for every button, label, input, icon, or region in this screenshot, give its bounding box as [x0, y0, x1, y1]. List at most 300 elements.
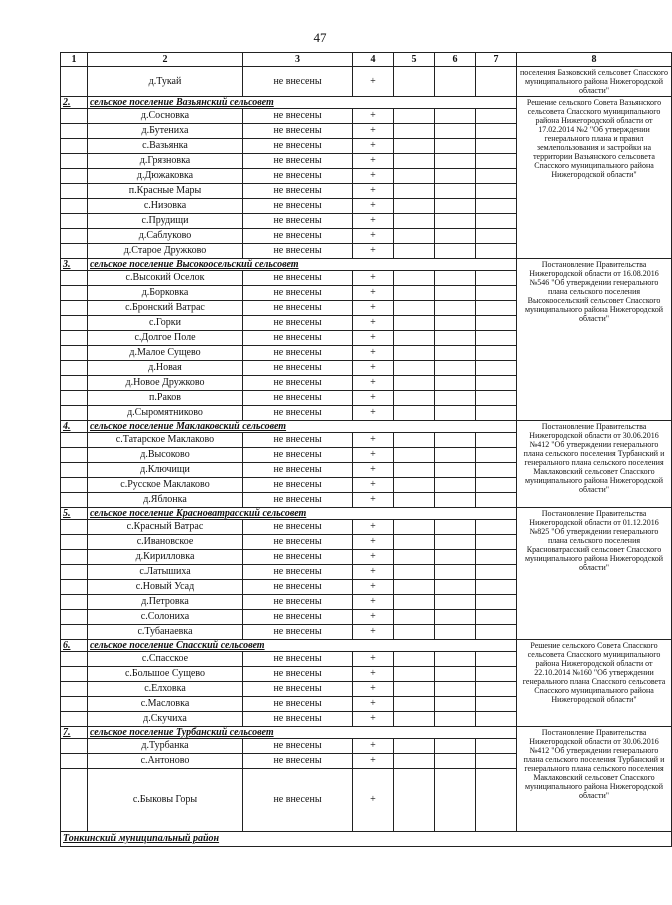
status-cell: не внесены [243, 769, 353, 832]
settlement-name: п.Раков [88, 391, 243, 406]
mark-cell: + [353, 433, 394, 448]
empty-cell-5 [394, 550, 435, 565]
status-cell: не внесены [243, 316, 353, 331]
section-number: 2. [61, 97, 88, 109]
settlement-name: д.Сосновка [88, 109, 243, 124]
empty-cell-7 [476, 712, 517, 727]
empty-cell-7 [476, 550, 517, 565]
mark-cell: + [353, 346, 394, 361]
status-cell: не внесены [243, 109, 353, 124]
col-header-1: 1 [61, 53, 88, 67]
empty-cell-7 [476, 331, 517, 346]
empty-cell-5 [394, 169, 435, 184]
empty-cell-6 [435, 739, 476, 754]
empty-cell-6 [435, 535, 476, 550]
mark-cell: + [353, 610, 394, 625]
empty-cell-6 [435, 652, 476, 667]
empty-cell-7 [476, 154, 517, 169]
empty-cell-5 [394, 712, 435, 727]
settlement-name: д.Высоково [88, 448, 243, 463]
mark-cell: + [353, 595, 394, 610]
col-header-3: 3 [243, 53, 353, 67]
mark-cell: + [353, 754, 394, 769]
empty-cell-7 [476, 610, 517, 625]
row-number-cell [61, 610, 88, 625]
section-number: 7. [61, 727, 88, 739]
status-cell: не внесены [243, 406, 353, 421]
empty-cell-5 [394, 391, 435, 406]
status-cell: не внесены [243, 214, 353, 229]
col-header-2: 2 [88, 53, 243, 67]
row-number-cell [61, 361, 88, 376]
settlement-name: д.Дюжаковка [88, 169, 243, 184]
empty-cell-6 [435, 769, 476, 832]
empty-cell-6 [435, 682, 476, 697]
empty-cell-5 [394, 433, 435, 448]
row-number-cell [61, 652, 88, 667]
settlement-name: с.Красный Ватрас [88, 520, 243, 535]
settlement-name: с.Прудищи [88, 214, 243, 229]
status-cell: не внесены [243, 139, 353, 154]
empty-cell-6 [435, 154, 476, 169]
empty-cell-5 [394, 565, 435, 580]
empty-cell-7 [476, 520, 517, 535]
row-number-cell [61, 433, 88, 448]
empty-cell-5 [394, 682, 435, 697]
mark-cell: + [353, 169, 394, 184]
mark-cell: + [353, 271, 394, 286]
empty-cell-7 [476, 316, 517, 331]
approval-document: Постановление Правительства Нижегородской области от 01.12.2016 №825 "Об утверждении генерального плана сельского поселения Красноватрасский сельсовет Спасского муниципального района Нижегородской области" [517, 508, 672, 640]
empty-cell-6 [435, 565, 476, 580]
empty-cell-7 [476, 535, 517, 550]
settlement-name: д.Сыромятниково [88, 406, 243, 421]
empty-cell-6 [435, 754, 476, 769]
empty-cell-5 [394, 229, 435, 244]
mark-cell: + [353, 535, 394, 550]
section-number: 3. [61, 259, 88, 271]
approval-document: Постановление Правительства Нижегородской области от 16.08.2016 №546 "Об утверждении генерального плана сельского поселения Высокоосельский сельсовет Спасского муниципального района Нижегородской области" [517, 259, 672, 421]
empty-cell-7 [476, 214, 517, 229]
row-number-cell [61, 316, 88, 331]
settlement-name: с.Спасское [88, 652, 243, 667]
empty-cell-6 [435, 463, 476, 478]
row-number-cell [61, 229, 88, 244]
mark-cell: + [353, 391, 394, 406]
settlement-name: д.Малое Сущево [88, 346, 243, 361]
status-cell: не внесены [243, 229, 353, 244]
row-number-cell [61, 331, 88, 346]
section-title: сельское поселение Высокоосельский сельсовет [88, 259, 517, 271]
approval-document: поселения Базковский сельсовет Спасского муниципального района Нижегородской области" [517, 67, 672, 97]
status-cell: не внесены [243, 493, 353, 508]
row-number-cell [61, 139, 88, 154]
status-cell: не внесены [243, 271, 353, 286]
settlement-name: д.Яблонка [88, 493, 243, 508]
settlement-name: с.Ивановское [88, 535, 243, 550]
empty-cell-5 [394, 331, 435, 346]
district-title: Тонкинский муниципальный район [61, 832, 672, 847]
empty-cell-5 [394, 184, 435, 199]
page-number: 47 [313, 30, 327, 45]
col-header-4: 4 [353, 53, 394, 67]
empty-cell-6 [435, 346, 476, 361]
empty-cell-7 [476, 769, 517, 832]
mark-cell: + [353, 565, 394, 580]
empty-cell-7 [476, 124, 517, 139]
empty-cell-7 [476, 754, 517, 769]
mark-cell: + [353, 667, 394, 682]
status-cell: не внесены [243, 739, 353, 754]
row-number-cell [61, 535, 88, 550]
empty-cell-7 [476, 463, 517, 478]
row-number-cell [61, 463, 88, 478]
mark-cell: + [353, 361, 394, 376]
empty-cell-6 [435, 391, 476, 406]
empty-cell-6 [435, 301, 476, 316]
empty-cell-6 [435, 433, 476, 448]
row-number-cell [61, 406, 88, 421]
empty-cell-6 [435, 550, 476, 565]
settlement-name: с.Елховка [88, 682, 243, 697]
mark-cell: + [353, 493, 394, 508]
empty-cell-5 [394, 625, 435, 640]
mark-cell: + [353, 154, 394, 169]
settlement-name: с.Быковы Горы [88, 769, 243, 832]
empty-cell-5 [394, 463, 435, 478]
empty-cell-6 [435, 109, 476, 124]
settlement-name: с.Долгое Поле [88, 331, 243, 346]
empty-cell-5 [394, 376, 435, 391]
empty-cell-7 [476, 286, 517, 301]
empty-cell-5 [394, 652, 435, 667]
mark-cell: + [353, 478, 394, 493]
empty-cell-5 [394, 316, 435, 331]
status-cell: не внесены [243, 391, 353, 406]
mark-cell: + [353, 769, 394, 832]
section-header-row [61, 508, 672, 520]
empty-cell-7 [476, 109, 517, 124]
row-number-cell [61, 301, 88, 316]
row-number-cell [61, 493, 88, 508]
row-number-cell [61, 448, 88, 463]
empty-cell-7 [476, 625, 517, 640]
row-number-cell [61, 580, 88, 595]
status-cell: не внесены [243, 169, 353, 184]
section-title: сельское поселение Турбанский сельсовет [88, 727, 517, 739]
empty-cell-7 [476, 271, 517, 286]
empty-cell-6 [435, 406, 476, 421]
empty-cell-7 [476, 565, 517, 580]
row-number-cell [61, 697, 88, 712]
settlement-name: д.Кирилловка [88, 550, 243, 565]
status-cell: не внесены [243, 301, 353, 316]
row-number-cell [61, 754, 88, 769]
settlement-name: п.Красные Мары [88, 184, 243, 199]
mark-cell: + [353, 580, 394, 595]
mark-cell: + [353, 550, 394, 565]
row-number-cell [61, 376, 88, 391]
empty-cell-6 [435, 478, 476, 493]
empty-cell-7 [476, 346, 517, 361]
section-header-row [61, 727, 672, 739]
empty-cell-6 [435, 520, 476, 535]
empty-cell-6 [435, 697, 476, 712]
status-cell: не внесены [243, 154, 353, 169]
status-cell: не внесены [243, 625, 353, 640]
row-number-cell [61, 109, 88, 124]
empty-cell-5 [394, 580, 435, 595]
settlement-name: д.Грязновка [88, 154, 243, 169]
settlement-name: д.Турбанка [88, 739, 243, 754]
status-cell: не внесены [243, 535, 353, 550]
approval-document: Постановление Правительства Нижегородской области от 30.06.2016 №412 "Об утверждении генерального плана сельского поселения Турбанский и генерального плана сельского поселения Маклаковский сельсовет Спасского муниципального района Нижегородской области" [517, 727, 672, 832]
row-number-cell [61, 520, 88, 535]
settlement-name: с.Русское Маклаково [88, 478, 243, 493]
row-number-cell [61, 739, 88, 754]
empty-cell-6 [435, 67, 476, 97]
status-cell: не внесены [243, 244, 353, 259]
section-title: сельское поселение Красноватрасский сельсовет [88, 508, 517, 520]
empty-cell-6 [435, 316, 476, 331]
empty-cell-7 [476, 391, 517, 406]
mark-cell: + [353, 316, 394, 331]
mark-cell: + [353, 652, 394, 667]
empty-cell-5 [394, 109, 435, 124]
section-header-row [61, 259, 672, 271]
status-cell: не внесены [243, 754, 353, 769]
row-number-cell [61, 169, 88, 184]
settlement-name: с.Солониха [88, 610, 243, 625]
mark-cell: + [353, 376, 394, 391]
empty-cell-6 [435, 625, 476, 640]
empty-cell-7 [476, 199, 517, 214]
section-header-row [61, 97, 672, 109]
mark-cell: + [353, 286, 394, 301]
empty-cell-6 [435, 595, 476, 610]
settlement-name: с.Антоново [88, 754, 243, 769]
empty-cell-6 [435, 271, 476, 286]
empty-cell-6 [435, 124, 476, 139]
settlement-name: д.Старое Дружково [88, 244, 243, 259]
status-cell: не внесены [243, 67, 353, 97]
mark-cell: + [353, 199, 394, 214]
empty-cell-5 [394, 754, 435, 769]
row-number-cell [61, 244, 88, 259]
status-cell: не внесены [243, 565, 353, 580]
settlement-name: с.Латышиха [88, 565, 243, 580]
status-cell: не внесены [243, 580, 353, 595]
empty-cell-6 [435, 610, 476, 625]
settlement-name: д.Борковка [88, 286, 243, 301]
empty-cell-5 [394, 448, 435, 463]
empty-cell-6 [435, 712, 476, 727]
mark-cell: + [353, 109, 394, 124]
empty-cell-5 [394, 493, 435, 508]
settlement-name: д.Новая [88, 361, 243, 376]
row-number-cell [61, 550, 88, 565]
table-row [61, 67, 672, 97]
empty-cell-5 [394, 406, 435, 421]
mark-cell: + [353, 739, 394, 754]
row-number-cell [61, 346, 88, 361]
status-cell: не внесены [243, 433, 353, 448]
settlement-name: д.Саблуково [88, 229, 243, 244]
mark-cell: + [353, 244, 394, 259]
mark-cell: + [353, 214, 394, 229]
mark-cell: + [353, 67, 394, 97]
mark-cell: + [353, 124, 394, 139]
table-header-row [61, 53, 672, 67]
empty-cell-7 [476, 244, 517, 259]
settlement-name: с.Вазьянка [88, 139, 243, 154]
empty-cell-6 [435, 286, 476, 301]
empty-cell-6 [435, 214, 476, 229]
settlement-name: с.Большое Сущево [88, 667, 243, 682]
empty-cell-5 [394, 301, 435, 316]
approval-document: Решение сельского Совета Спасского сельсовета Спасского муниципального района Нижегородской области от 22.10.2014 №160 "Об утверждении генерального плана Спасского сельсовета Спасского муниципального района Нижегородской области" [517, 640, 672, 727]
empty-cell-5 [394, 124, 435, 139]
empty-cell-5 [394, 214, 435, 229]
empty-cell-6 [435, 376, 476, 391]
settlement-name: с.Новый Усад [88, 580, 243, 595]
empty-cell-5 [394, 67, 435, 97]
status-cell: не внесены [243, 346, 353, 361]
status-cell: не внесены [243, 550, 353, 565]
empty-cell-6 [435, 244, 476, 259]
section-number: 4. [61, 421, 88, 433]
empty-cell-7 [476, 169, 517, 184]
settlement-name: с.Тубанаевка [88, 625, 243, 640]
empty-cell-7 [476, 667, 517, 682]
section-number: 6. [61, 640, 88, 652]
mark-cell: + [353, 184, 394, 199]
district-row [61, 832, 672, 847]
status-cell: не внесены [243, 478, 353, 493]
status-cell: не внесены [243, 199, 353, 214]
empty-cell-7 [476, 448, 517, 463]
empty-cell-6 [435, 229, 476, 244]
empty-cell-7 [476, 433, 517, 448]
row-number-cell [61, 478, 88, 493]
empty-cell-7 [476, 376, 517, 391]
status-cell: не внесены [243, 520, 353, 535]
empty-cell-5 [394, 244, 435, 259]
section-header-row [61, 640, 672, 652]
empty-cell-5 [394, 271, 435, 286]
settlement-name: д.Бутениха [88, 124, 243, 139]
settlement-name: с.Бронский Ватрас [88, 301, 243, 316]
empty-cell-5 [394, 361, 435, 376]
empty-cell-7 [476, 652, 517, 667]
empty-cell-5 [394, 739, 435, 754]
row-number-cell [61, 391, 88, 406]
row-number-cell [61, 154, 88, 169]
section-title: сельское поселение Вазьянский сельсовет [88, 97, 517, 109]
empty-cell-7 [476, 184, 517, 199]
row-number-cell [61, 199, 88, 214]
section-number: 5. [61, 508, 88, 520]
settlement-name: д.Новое Дружково [88, 376, 243, 391]
status-cell: не внесены [243, 463, 353, 478]
empty-cell-5 [394, 199, 435, 214]
row-number-cell [61, 286, 88, 301]
empty-cell-7 [476, 361, 517, 376]
mark-cell: + [353, 331, 394, 346]
status-cell: не внесены [243, 331, 353, 346]
status-cell: не внесены [243, 712, 353, 727]
mark-cell: + [353, 139, 394, 154]
empty-cell-5 [394, 595, 435, 610]
empty-cell-7 [476, 493, 517, 508]
empty-cell-7 [476, 229, 517, 244]
empty-cell-6 [435, 448, 476, 463]
row-number-cell [61, 682, 88, 697]
empty-cell-5 [394, 286, 435, 301]
settlement-name: с.Низовка [88, 199, 243, 214]
mark-cell: + [353, 463, 394, 478]
status-cell: не внесены [243, 184, 353, 199]
empty-cell-5 [394, 535, 435, 550]
section-title: сельское поселение Спасский сельсовет [88, 640, 517, 652]
empty-cell-6 [435, 169, 476, 184]
col-header-6: 6 [435, 53, 476, 67]
row-number-cell [61, 271, 88, 286]
empty-cell-5 [394, 610, 435, 625]
col-header-5: 5 [394, 53, 435, 67]
empty-cell-5 [394, 520, 435, 535]
settlement-name: с.Масловка [88, 697, 243, 712]
row-number-cell [61, 712, 88, 727]
col-header-8: 8 [517, 53, 672, 67]
mark-cell: + [353, 520, 394, 535]
mark-cell: + [353, 301, 394, 316]
row-number-cell [61, 769, 88, 832]
empty-cell-6 [435, 493, 476, 508]
approval-document: Решение сельского Совета Вазьянского сельсовета Спасского муниципального района Нижегородской области от 17.02.2014 №2 "Об утверждении генерального плана и правил землепользования и застройки на территории Вазьянского сельсовета Спасского муниципального района Нижегородской области" [517, 97, 672, 259]
empty-cell-7 [476, 697, 517, 712]
mark-cell: + [353, 448, 394, 463]
mark-cell: + [353, 406, 394, 421]
empty-cell-5 [394, 478, 435, 493]
status-cell: не внесены [243, 697, 353, 712]
empty-cell-7 [476, 478, 517, 493]
status-cell: не внесены [243, 667, 353, 682]
empty-cell-7 [476, 67, 517, 97]
empty-cell-6 [435, 331, 476, 346]
row-number-cell [61, 184, 88, 199]
approval-document: Постановление Правительства Нижегородской области от 30.06.2016 №412 "Об утверждении генерального плана сельского поселения Турбанский и генерального плана сельского поселения Маклаковский сельсовет Спасского муниципального района Нижегородской области" [517, 421, 672, 508]
row-number-cell [61, 565, 88, 580]
empty-cell-7 [476, 139, 517, 154]
empty-cell-6 [435, 667, 476, 682]
status-cell: не внесены [243, 376, 353, 391]
row-number-cell [61, 595, 88, 610]
col-header-7: 7 [476, 53, 517, 67]
row-number-cell [61, 124, 88, 139]
empty-cell-5 [394, 769, 435, 832]
empty-cell-6 [435, 139, 476, 154]
status-cell: не внесены [243, 448, 353, 463]
mark-cell: + [353, 229, 394, 244]
empty-cell-7 [476, 739, 517, 754]
status-cell: не внесены [243, 124, 353, 139]
empty-cell-7 [476, 301, 517, 316]
settlement-name: с.Татарское Маклаково [88, 433, 243, 448]
empty-cell-7 [476, 580, 517, 595]
row-number-cell [61, 625, 88, 640]
empty-cell-5 [394, 697, 435, 712]
